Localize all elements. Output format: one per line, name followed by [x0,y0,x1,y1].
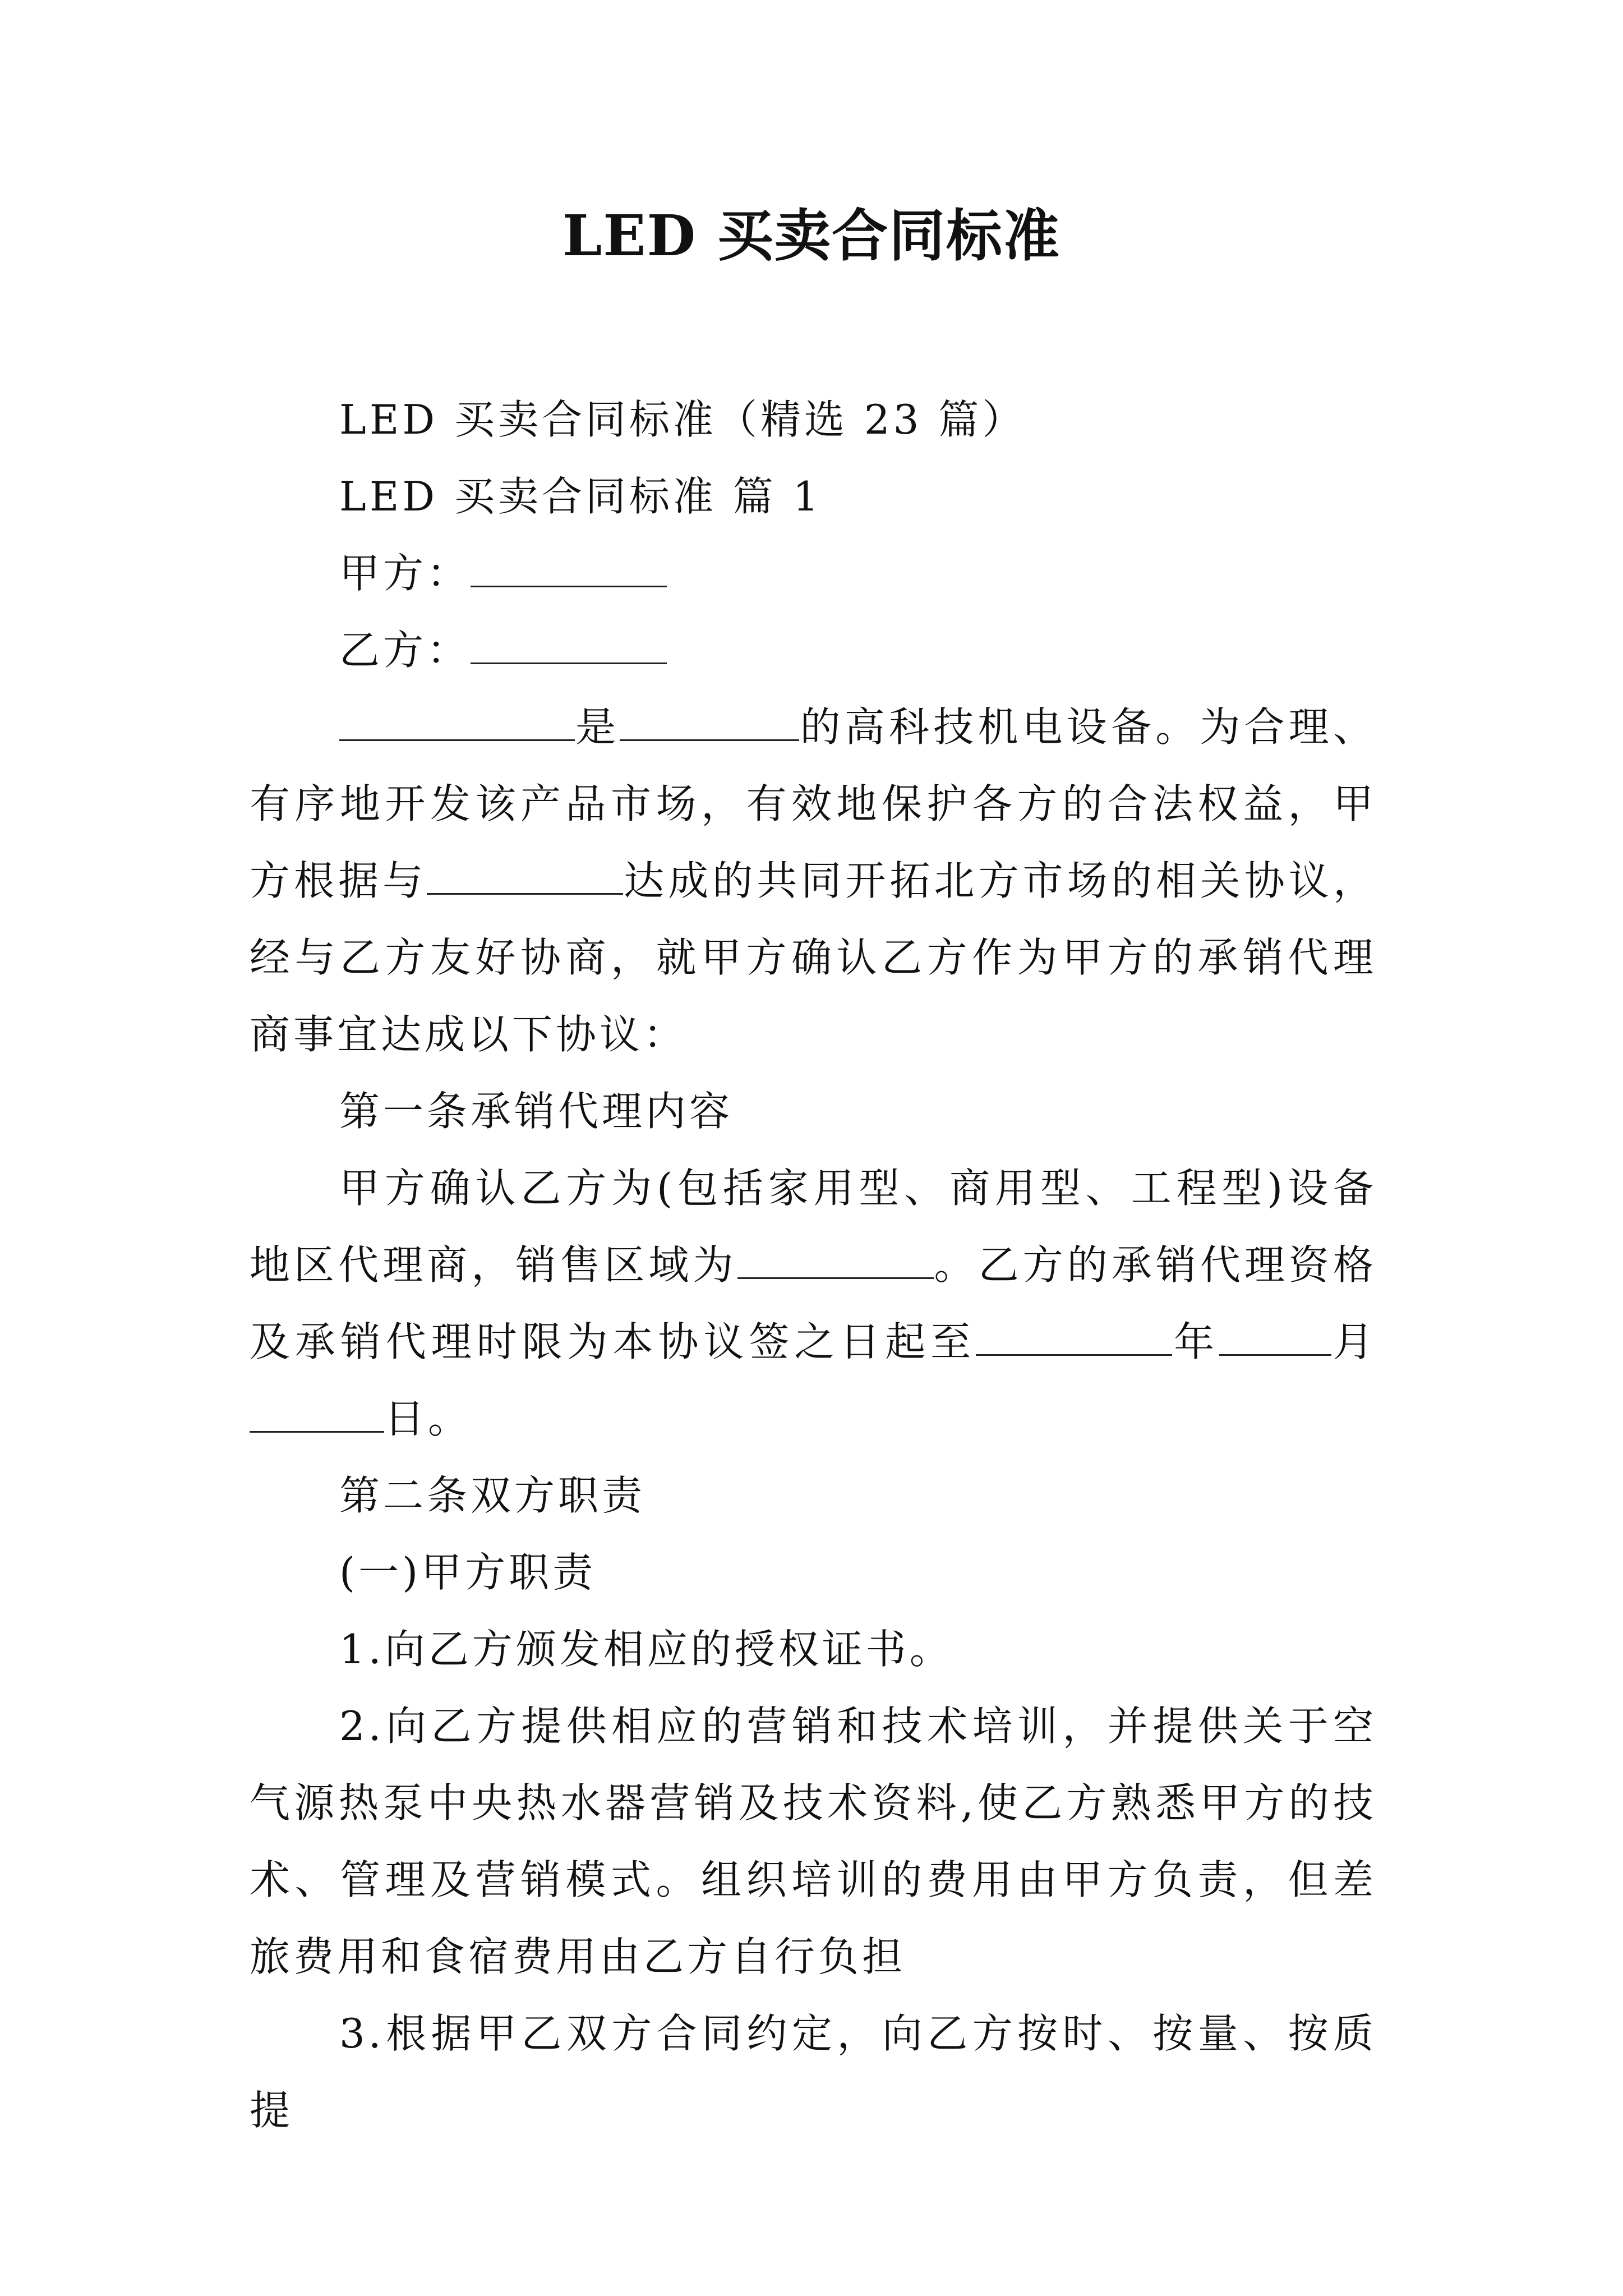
subtitle-line: LED 买卖合同标准（精选 23 篇） [339,396,1026,443]
partner-blank [427,854,623,895]
item-3: 3.根据甲乙双方合同约定，向乙方按时、按量、按质提 [250,2010,1377,2134]
article-1-paragraph [250,1150,1377,1457]
article-1-title: 第一条承销代理内容 [339,1088,734,1135]
party-b-label: 乙方： [339,627,471,674]
day-label: 日。 [384,1395,472,1442]
month-blank [1219,1315,1331,1356]
party-a-blank [471,546,667,587]
year-label: 年 [1172,1318,1220,1365]
article-1-text-b: 。乙方的承销代理资格及承销代理时限为本协议签之日起至 [250,1241,1377,1365]
item-1: 1.向乙方颁发相应的授权证书。 [339,1626,953,1673]
month-label: 月 [1331,1318,1377,1365]
intro-text-c: 达成的共同开拓北方市场的相关协议，经与乙方友好协商，就甲方确认乙方作为甲方的承销代理商事宜达成以下协议： [250,857,1377,1058]
section-heading: LED 买卖合同标准 篇 1 [339,473,822,520]
party-a-label: 甲方： [339,550,471,597]
product-blank [339,700,575,741]
article-2-title: 第二条双方职责 [339,1472,646,1519]
item-2: 2.向乙方提供相应的营销和技术培训，并提供关于空气源热泵中央热水器营销及技术资料,使乙方熟悉甲方的技术、管理及营销模式。组织培训的费用由甲方负责，但差旅费用和食宿费用由乙方自行负担 [250,1703,1377,1980]
region-blank [737,1238,934,1279]
product-type-blank [620,700,799,741]
document-title: LED 买卖合同标准 [562,203,1061,269]
intro-text-b: 的高科技机电设备。为合理、有序地开发该产品市场，有效地保护各方的合法权益，甲方根据与 [250,703,1377,904]
section-1-title: (一)甲方职责 [339,1549,597,1596]
year-blank [976,1315,1172,1356]
intro-text-a: 是 [575,703,620,751]
article-1-text-a: 甲方确认乙方为(包括家用型、商用型、工程型)设备地区代理商，销售区域为 [250,1165,1377,1289]
intro-paragraph [250,689,1377,1073]
document-body [250,381,1377,2149]
day-blank [250,1392,384,1433]
party-a-line [250,535,1377,612]
party-b-blank [471,623,667,664]
party-b-line [250,612,1377,689]
